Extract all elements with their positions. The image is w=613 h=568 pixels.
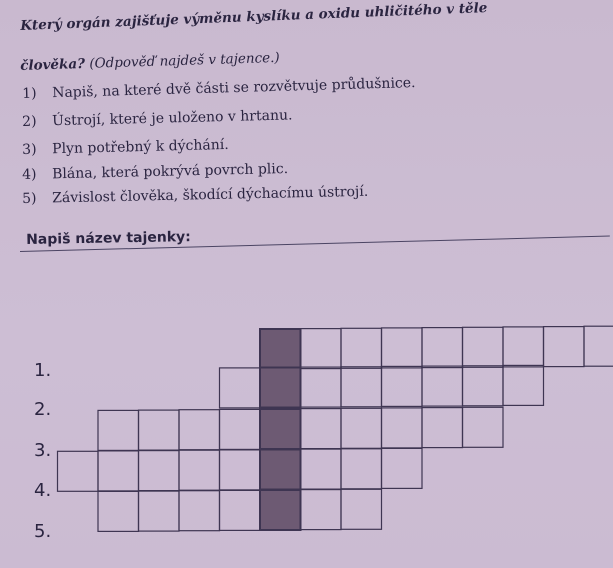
crossword-cell[interactable] [341,328,382,368]
crossword-cell[interactable] [58,451,99,491]
crossword-cell[interactable] [179,491,220,531]
crossword-cell[interactable] [463,407,504,447]
crossword-cell[interactable] [98,410,139,450]
secret-cell[interactable] [260,409,301,449]
secret-cell[interactable] [260,450,301,490]
crossword-cell[interactable] [544,327,585,367]
clue-number: 3) [22,141,37,158]
crossword-cell[interactable] [341,449,382,489]
clue-text: Závislost člověka, škodící dýchacímu ústrojí. [51,183,369,207]
clue-number: 4) [22,166,37,183]
crossword-cell[interactable] [220,409,261,449]
crossword-cell[interactable] [382,408,423,448]
row-label-3: 3. [34,440,52,461]
clue-text: Blána, která pokrývá povrch plic. [51,160,289,183]
crossword-cell[interactable] [422,328,463,368]
crossword-cell[interactable] [422,408,463,448]
row-label-2: 2. [34,399,52,420]
crossword-cell[interactable] [139,451,180,491]
crossword-cell[interactable] [584,326,613,366]
crossword-cell[interactable] [422,366,463,406]
crossword-cell[interactable] [179,410,220,450]
crossword-cell[interactable] [220,368,261,408]
crossword-cell[interactable] [301,449,342,489]
clue-number: 1) [22,85,37,102]
crossword-cell[interactable] [179,450,220,490]
question-hint: (Odpověď najdeš v tajence.) [84,49,280,72]
crossword-cell[interactable] [220,490,261,530]
crossword-cell[interactable] [301,367,342,407]
clue-text: Plyn potřebný k dýchání. [51,136,229,158]
secret-cell[interactable] [260,490,301,530]
crossword-cell[interactable] [220,450,261,490]
crossword-cell[interactable] [301,409,342,449]
clue-text: Ústrojí, které je uloženo v hrtanu. [51,107,293,130]
row-label-1: 1. [34,360,52,381]
clue-number: 2) [22,113,37,130]
crossword-cell[interactable] [341,367,382,407]
secret-cell[interactable] [260,329,301,369]
crossword-cell[interactable] [382,448,423,488]
question-title-line1: Který orgán zajišťuje výměnu kyslíku a oxidu uhličitého v těle [20,0,488,34]
crossword-cell[interactable] [503,327,544,367]
question-title-bold: člověka? [20,55,86,74]
crossword-cell[interactable] [382,328,423,368]
row-label-4: 4. [34,480,52,501]
secret-cell[interactable] [260,368,301,408]
crossword-cell[interactable] [463,327,504,367]
crossword-cell[interactable] [341,408,382,448]
row-label-5: 5. [34,521,52,542]
crossword-cell[interactable] [341,489,382,529]
crossword-cell[interactable] [139,410,180,450]
crossword-cell[interactable] [98,451,139,491]
crossword-cell[interactable] [301,490,342,530]
answer-label: Napiš název tajenky: [26,229,191,248]
crossword-cell[interactable] [139,491,180,531]
clue-text: Napiš, na které dvě části se rozvětvuje průdušnice. [51,75,416,102]
crossword-cell[interactable] [382,366,423,406]
crossword-cell[interactable] [503,365,544,405]
crossword-cell[interactable] [463,366,504,406]
crossword-cell[interactable] [98,491,139,531]
crossword-cell[interactable] [301,329,342,369]
clue-number: 5) [22,190,37,207]
